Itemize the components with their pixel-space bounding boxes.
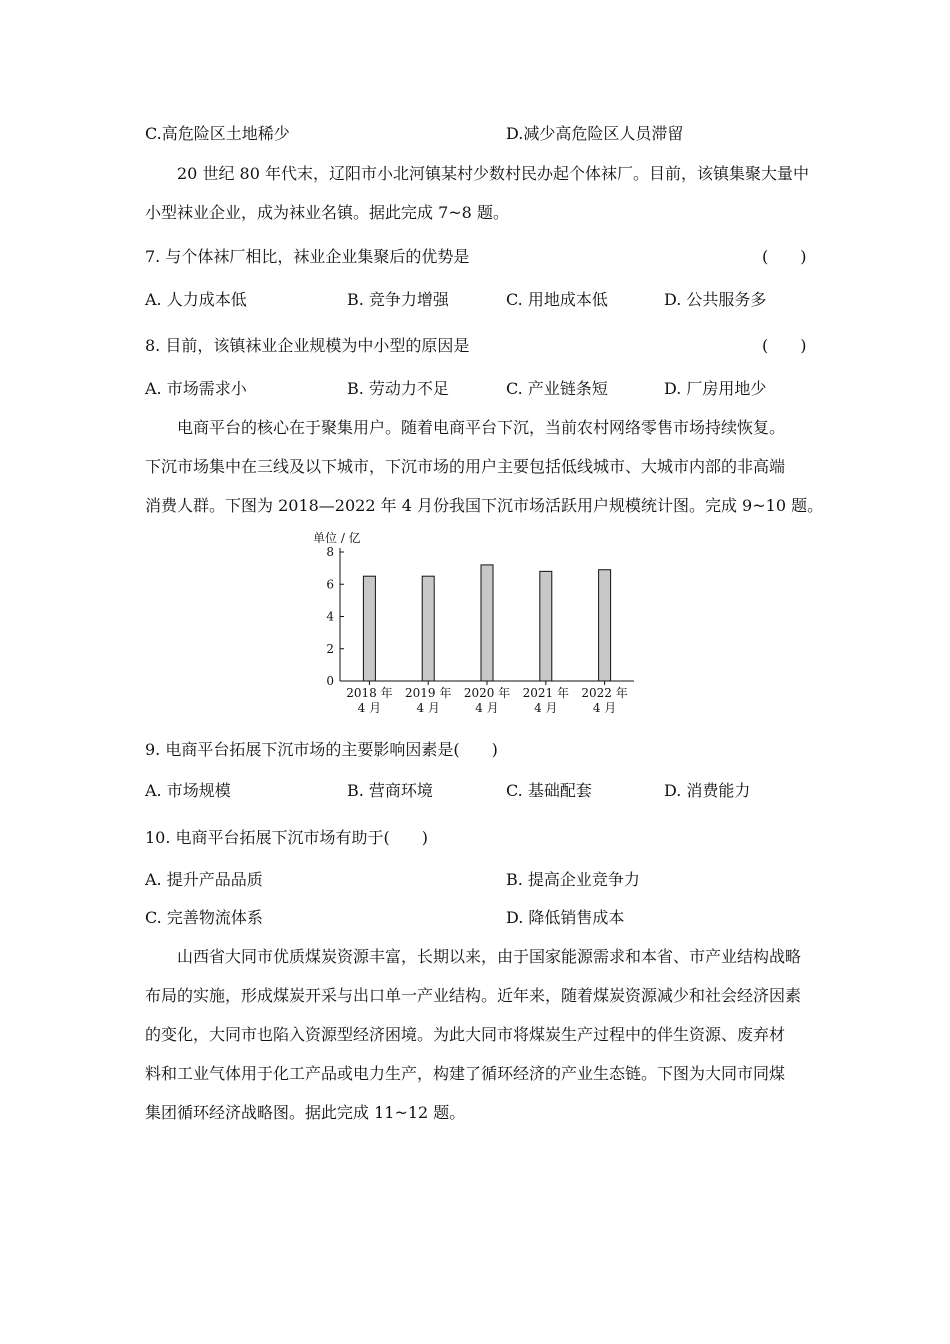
- y-tick-label: 2: [326, 641, 334, 656]
- q9-option-c: C. 基础配套: [506, 781, 592, 800]
- bar-4: [599, 570, 611, 681]
- x-tick-year: 2020 年: [463, 686, 511, 700]
- bar-0: [363, 576, 375, 681]
- bar-3: [540, 571, 552, 681]
- passage3-line4: 料和工业气体用于化工产品或电力生产，构建了循环经济的产业生态链。下图为大同市同煤: [145, 1064, 786, 1083]
- q10-stem: 10. 电商平台拓展下沉市场有助于( ): [145, 828, 429, 847]
- active-users-bar-chart: [300, 528, 650, 720]
- y-tick-label: 8: [326, 545, 334, 559]
- x-tick-month: 4 月: [475, 701, 499, 715]
- q9-option-a: A. 市场规模: [145, 781, 231, 800]
- q6-option-c: C.高危险区土地稀少: [145, 124, 290, 143]
- q7-stem: 7. 与个体袜厂相比，袜业企业集聚后的优势是: [145, 247, 470, 266]
- x-tick-month: 4 月: [592, 701, 617, 715]
- q7-option-c: C. 用地成本低: [506, 290, 608, 309]
- q10-option-b: B. 提高企业竞争力: [506, 870, 640, 889]
- q10-option-c: C. 完善物流体系: [145, 908, 263, 927]
- passage3-line5: 集团循环经济战略图。据此完成 11~12 题。: [145, 1103, 466, 1122]
- q6-option-d: D.减少高危险区人员滞留: [506, 124, 684, 143]
- passage3-line2: 布局的实施，形成煤炭开采与出口单一产业结构。近年来，随着煤炭资源减少和社会经济因素: [145, 986, 802, 1005]
- y-tick-label: 4: [326, 609, 334, 624]
- q8-option-b: B. 劳动力不足: [347, 379, 449, 398]
- y-tick-label: 0: [326, 674, 334, 688]
- passage3-line3: 的变化，大同市也陷入资源型经济困境。为此大同市将煤炭生产过程中的伴生资源、废弃材: [145, 1025, 786, 1044]
- bar-1: [422, 576, 434, 681]
- q7-option-a: A. 人力成本低: [145, 290, 247, 309]
- q8-answer-paren: ( ): [762, 336, 807, 355]
- q8-option-d: D. 厂房用地少: [664, 379, 767, 398]
- y-tick-label: 6: [326, 577, 334, 592]
- bar-2: [481, 565, 493, 681]
- q7-option-d: D. 公共服务多: [664, 290, 767, 309]
- q10-option-a: A. 提升产品品质: [145, 870, 263, 889]
- q7-option-b: B. 竞争力增强: [347, 290, 449, 309]
- q8-option-c: C. 产业链条短: [506, 379, 608, 398]
- q9-stem: 9. 电商平台拓展下沉市场的主要影响因素是( ): [145, 740, 498, 759]
- x-tick-year: 2019 年: [405, 686, 452, 700]
- x-tick-month: 4 月: [534, 701, 558, 715]
- q9-option-b: B. 营商环境: [347, 781, 433, 800]
- x-tick-month: 4 月: [357, 701, 382, 715]
- passage2-line3: 消费人群。下图为 2018—2022 年 4 月份我国下沉市场活跃用户规模统计图。完成 9~10 题。: [145, 496, 824, 515]
- x-tick-month: 4 月: [416, 701, 440, 715]
- passage3-line1: 山西省大同市优质煤炭资源丰富，长期以来，由于国家能源需求和本省、市产业结构战略: [177, 947, 802, 966]
- chart-y-unit-label: 单位 / 亿: [313, 531, 361, 545]
- passage2-line2: 下沉市场集中在三线及以下城市，下沉市场的用户主要包括低线城市、大城市内部的非高端: [145, 457, 786, 476]
- x-tick-year: 2018 年: [346, 686, 393, 700]
- x-tick-year: 2022 年: [581, 686, 628, 700]
- passage1-line2: 小型袜业企业，成为袜业名镇。据此完成 7~8 题。: [145, 203, 509, 222]
- q8-stem: 8. 目前，该镇袜业企业规模为中小型的原因是: [145, 336, 470, 355]
- q10-option-d: D. 降低销售成本: [506, 908, 625, 927]
- q8-option-a: A. 市场需求小: [145, 379, 247, 398]
- x-tick-year: 2021 年: [522, 686, 569, 700]
- q7-answer-paren: ( ): [762, 247, 807, 266]
- passage1-line1: 20 世纪 80 年代末，辽阳市小北河镇某村少数村民办起个体袜厂。目前，该镇集聚大量中: [177, 164, 809, 183]
- q9-option-d: D. 消费能力: [664, 781, 751, 800]
- passage2-line1: 电商平台的核心在于聚集用户。随着电商平台下沉，当前农村网络零售市场持续恢复。: [177, 418, 786, 437]
